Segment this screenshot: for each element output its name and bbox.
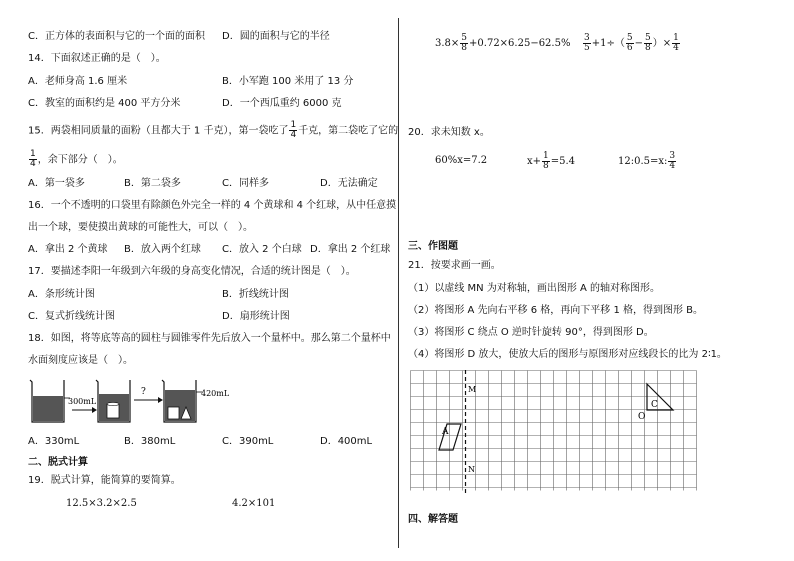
q16-option-b: B．放入两个红球: [124, 244, 201, 255]
calc-1: 12.5×3.2×2.5: [66, 498, 137, 509]
fraction-one-quarter: $\frac{1}{4}$: [290, 120, 297, 140]
q14-option-a: A．老师身高 1.6 厘米: [28, 76, 128, 87]
q16-stem-line1: 16．一个不透明的口袋里有除颜色外完全一样的 4 个黄球和 4 个红球，从中任意摸: [28, 200, 397, 211]
label-m: M: [468, 385, 477, 394]
q17-option-b: B．折线统计图: [222, 289, 289, 300]
fraction-one-quarter: $\frac{1}{4}$: [30, 149, 36, 169]
beaker-1: [30, 380, 70, 422]
q13-option-d: D．圆的面积与它的半径: [222, 31, 330, 42]
q18-option-c: C．390mL: [222, 436, 274, 447]
q15-option-a: A．第一袋多: [28, 178, 85, 189]
q15-stem-line2: [28, 150, 123, 169]
q21-part-3: （3）将图形 C 绕点 O 逆时针旋转 90°，得到图形 D。: [408, 327, 654, 338]
label-c: C: [651, 400, 658, 410]
q15-text-b: 千克，第二袋吃了它的: [298, 125, 399, 137]
label-o: O: [638, 412, 646, 422]
q21-part-2: （2）将图形 A 先向右平移 6 格，再向下平移 1 格，得到图形 B。: [408, 305, 704, 316]
section-3-title: 三、作图题: [408, 241, 458, 252]
q14-option-b: B．小军跑 100 米用了 13 分: [222, 76, 354, 87]
q15-text-a: 15．两袋相同质量的面粉（且都大于 1 千克），第一袋吃了: [28, 125, 289, 137]
q14-option-c: C．教室的面积约是 400 平方分米: [28, 98, 181, 109]
calc-2: 4.2×101: [232, 498, 276, 509]
q18-stem-line1: 18．如图，将等底等高的圆柱与圆锥零件先后放入一个量杯中。那么第二个量杯中: [28, 333, 391, 344]
q16-option-c: C．放入 2 个白球: [222, 244, 302, 255]
q18-option-b: B．380mL: [124, 436, 176, 447]
q15-text-c: ，余下部分（ ）。: [37, 154, 123, 166]
cylinder-part: [107, 404, 119, 418]
q14-stem: 14．下面叙述正确的是（ ）。: [28, 53, 166, 64]
beaker-2-label: ?: [141, 387, 146, 397]
arrow-1-head: [92, 407, 97, 413]
q21-part-4: （4）将图形 D 放大，使放大后的图形与原图形对应线段长的比为 2∶1。: [408, 349, 727, 360]
equation-3: 12:0.5=x: $\frac{3}{4}$: [618, 151, 676, 171]
q19-stem: 19．脱式计算，能简算的要简算。: [28, 475, 181, 486]
cylinder-part: [168, 407, 179, 419]
q17-option-a: A．条形统计图: [28, 289, 95, 300]
grid-lines: [411, 371, 697, 491]
equation-2: x+ $\frac{1}{8}$ =5.4: [527, 151, 576, 171]
q15-option-c: C．同样多: [222, 178, 269, 189]
q17-option-c: C．复式折线统计图: [28, 311, 115, 322]
q18-option-a: A．330mL: [28, 436, 80, 447]
beaker-3: [162, 380, 202, 422]
q20-stem: 20．求未知数 x。: [408, 127, 490, 138]
drawing-grid: [410, 370, 700, 496]
q16-option-a: A．拿出 2 个黄球: [28, 244, 108, 255]
beaker-1-label: 300mL: [68, 397, 97, 406]
beakers-illustration: [28, 374, 258, 426]
q14-option-d: D．一个西瓜重约 6000 克: [222, 98, 342, 109]
q18-stem-line2: 水面刻度应该是（ ）。: [28, 355, 133, 366]
equation-1: 60%x=7.2: [435, 155, 488, 166]
label-n: N: [468, 465, 475, 474]
label-a: A: [442, 427, 449, 437]
q17-stem: 17．要描述李阳一年级到六年级的身高变化情况，合适的统计图是（ ）。: [28, 266, 356, 277]
q21-part-1: （1）以虚线 MN 为对称轴，画出图形 A 的轴对称图形。: [408, 283, 661, 294]
section-2-title: 二、脱式计算: [28, 457, 88, 468]
q15-option-d: D．无法确定: [320, 178, 378, 189]
arrow-2-head: [158, 397, 163, 403]
calc-4: $\frac{3}{5}$ +1÷（ $\frac{5}{6}$ − $\frac{5}{8}$ ）× $\frac{1}{4}$: [584, 33, 679, 53]
fraction-five-eighths: $\frac{5}{8}$: [461, 33, 468, 53]
column-divider: [398, 18, 399, 548]
q21-stem: 21．按要求画一画。: [408, 260, 501, 271]
q18-option-d: D．400mL: [320, 436, 373, 447]
q15-stem-line1: [28, 121, 398, 140]
section-4-title: 四、解答题: [408, 514, 458, 525]
q16-option-d: D．拿出 2 个红球: [310, 244, 391, 255]
calc-3: 3.8× $\frac{5}{8}$ +0.72×6.25−62.5%: [435, 33, 571, 53]
q13-option-c: C．正方体的表面积与它的一个面的面积: [28, 31, 205, 42]
q16-stem-line2: 出一个球，要使摸出黄球的可能性大，可以（ ）。: [28, 222, 253, 233]
beaker-3-label: 420mL: [201, 389, 230, 398]
q15-option-b: B．第二袋多: [124, 178, 181, 189]
beaker-2: [96, 380, 130, 422]
q17-option-d: D．扇形统计图: [222, 311, 290, 322]
